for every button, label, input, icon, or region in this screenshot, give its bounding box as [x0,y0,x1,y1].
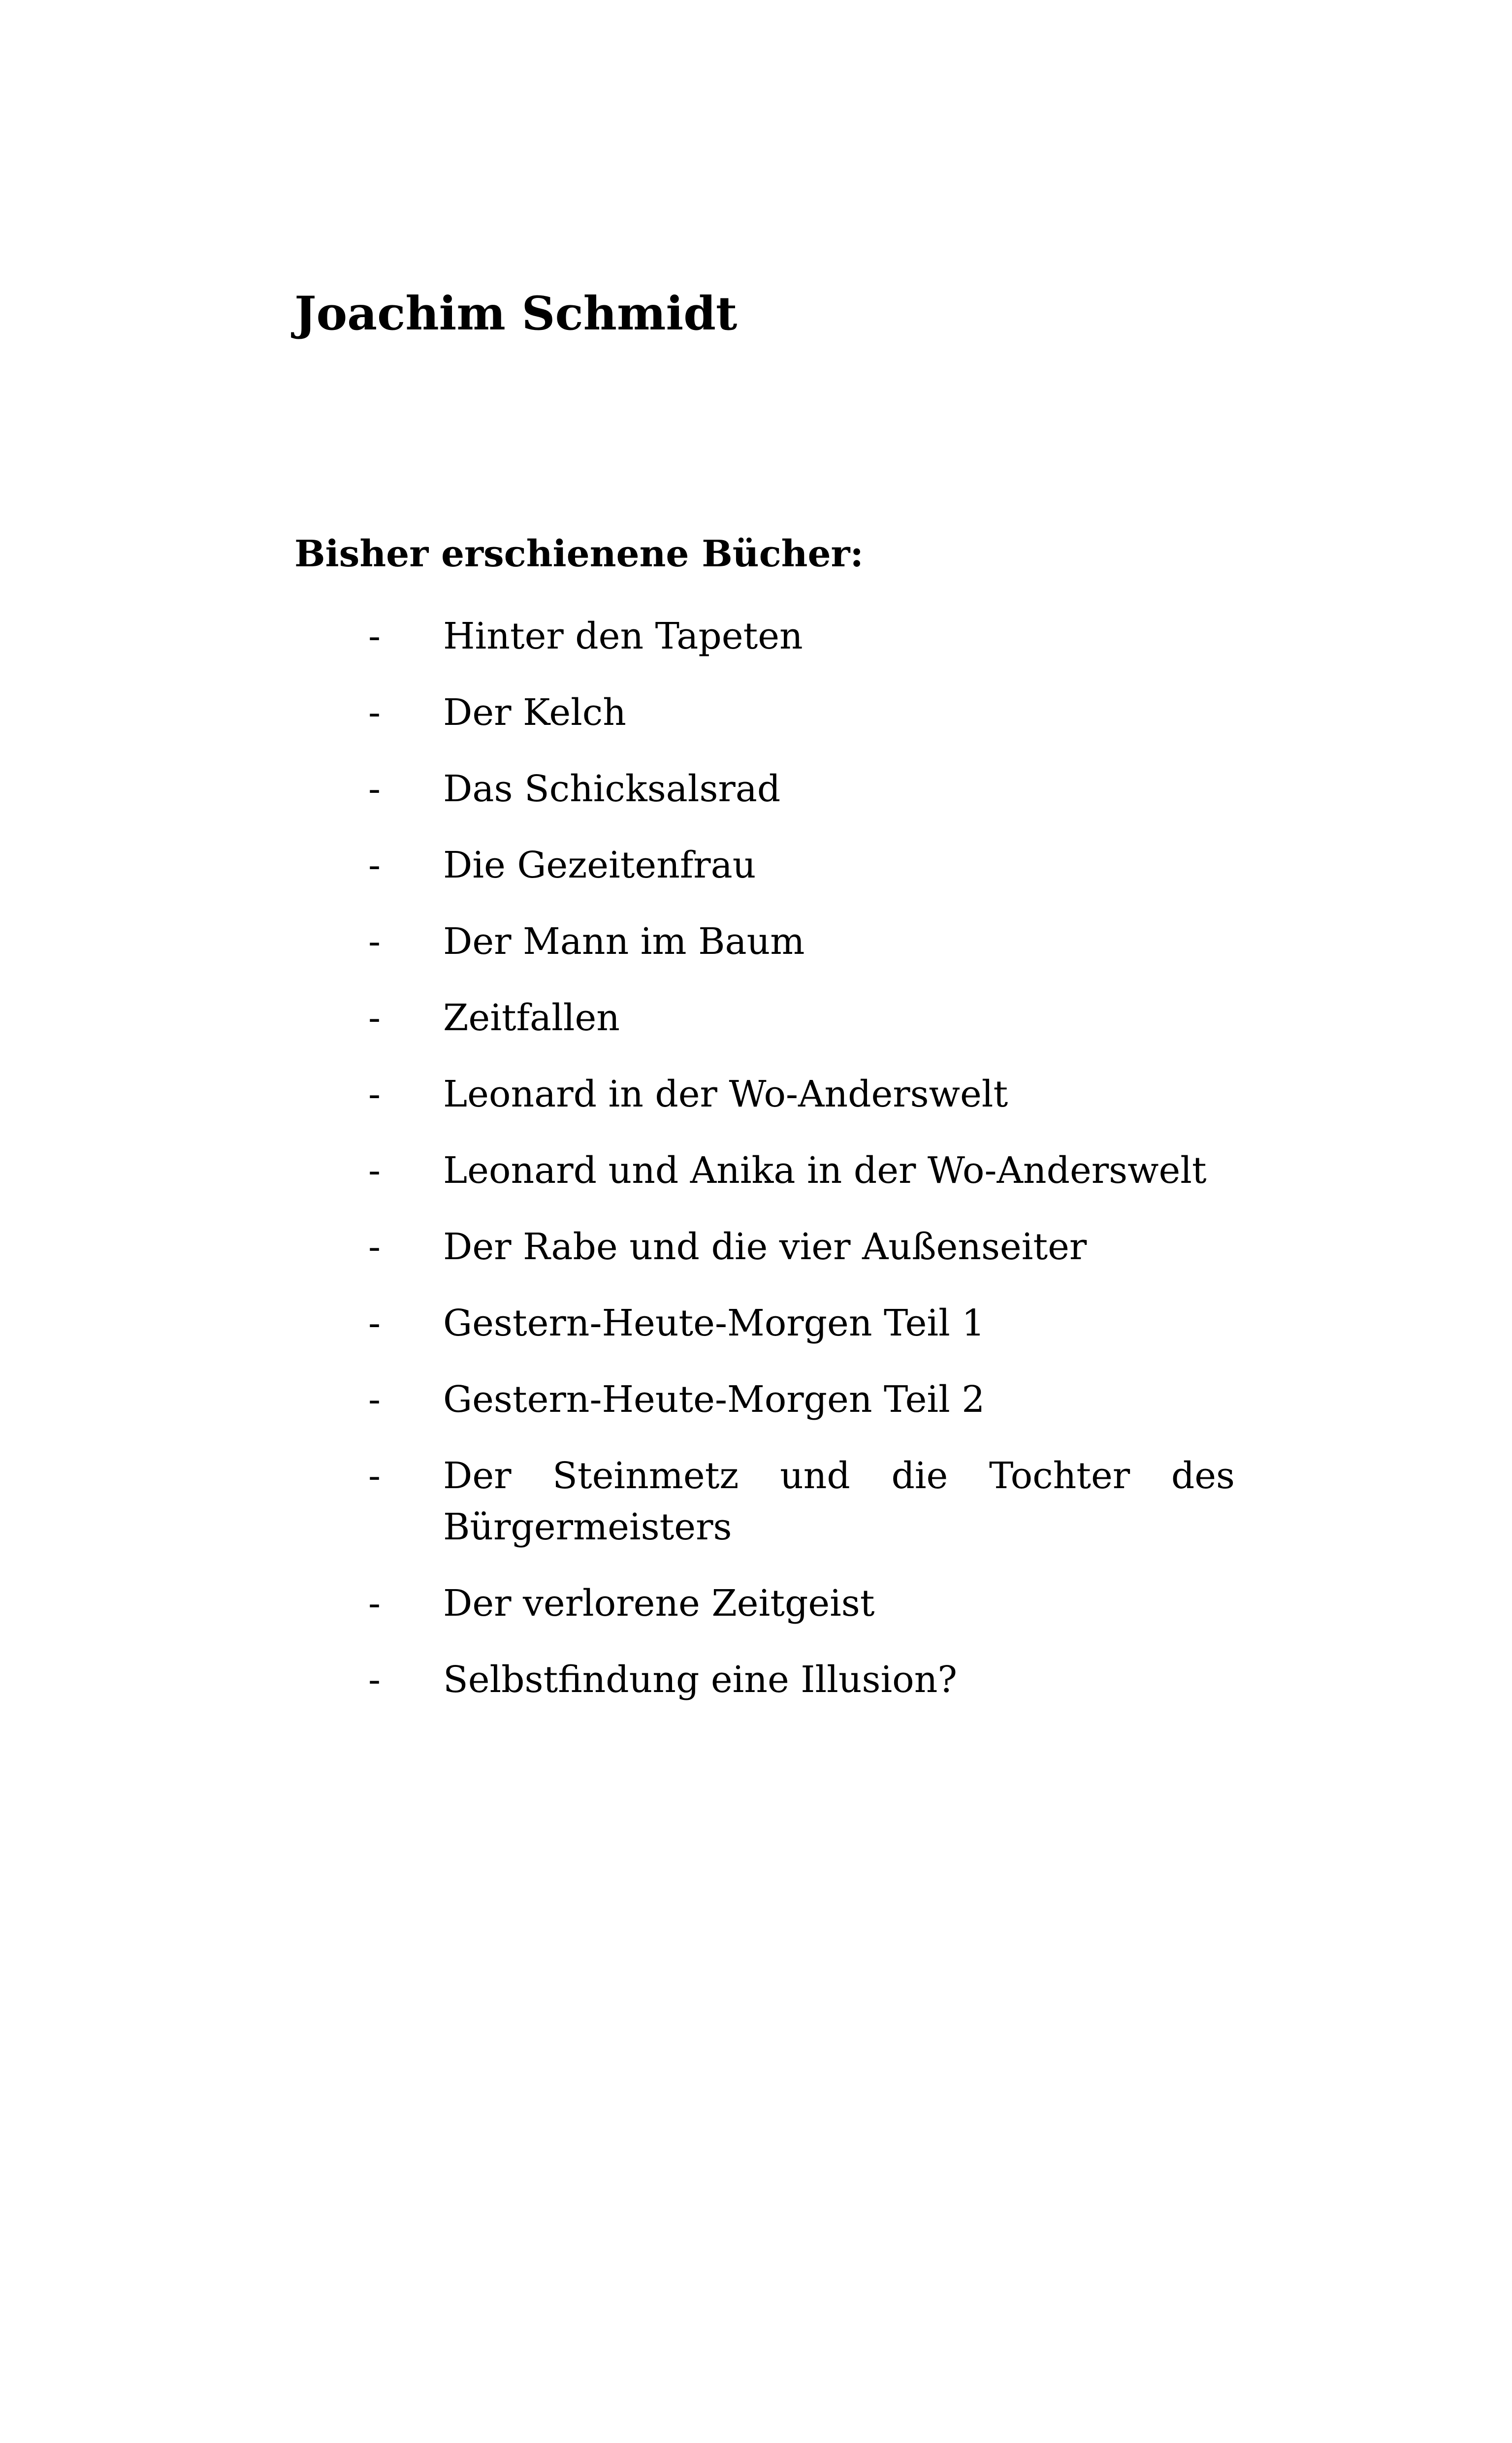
book-title: Der verlorene Zeitgeist [443,1582,875,1625]
book-title: Der Rabe und die vier Außenseiter [443,1226,1087,1268]
book-item [294,687,1235,738]
list-dash: - [368,768,381,810]
list-dash: - [368,1073,381,1115]
book-item [294,1578,1235,1629]
published-books-heading: Bisher erschienene Bücher: [294,533,864,575]
list-dash: - [368,1659,381,1701]
book-item [294,611,1235,662]
book-title: Selbstfindung eine Illusion? [443,1659,958,1701]
list-dash: - [368,1455,381,1497]
book-title: Hinter den Tapeten [443,615,803,657]
list-dash: - [368,1582,381,1625]
list-dash: - [368,1226,381,1268]
book-title: Der Kelch [443,691,626,734]
list-dash: - [368,844,381,886]
book-item [294,1450,1235,1553]
book-title: Zeitfallen [443,997,620,1039]
book-item [294,763,1235,814]
book-item [294,992,1235,1043]
book-list [294,611,1235,1730]
list-dash: - [368,691,381,734]
book-title: Leonard in der Wo-Anderswelt [443,1073,1008,1115]
list-dash: - [368,997,381,1039]
book-title: Gestern-Heute-Morgen Teil 2 [443,1378,985,1421]
book-title: Das Schicksalsrad [443,768,781,810]
list-dash: - [368,615,381,657]
book-item [294,1221,1235,1272]
book-item [294,916,1235,967]
book-title: Leonard und Anika in der Wo-Anderswelt [443,1149,1207,1192]
book-title: Gestern-Heute-Morgen Teil 1 [443,1302,985,1344]
book-item [294,1654,1235,1705]
book-item [294,840,1235,891]
book-title: Die Gezeitenfrau [443,844,756,886]
list-dash: - [368,1302,381,1344]
author-name: Joachim Schmidt [294,287,738,341]
book-item [294,1298,1235,1349]
book-title: Der Steinmetz und die Tochter des Bürgermeisters [443,1455,1235,1548]
list-dash: - [368,1149,381,1192]
book-title: Der Mann im Baum [443,920,805,963]
book-item [294,1145,1235,1196]
book-item [294,1374,1235,1425]
list-dash: - [368,920,381,963]
list-dash: - [368,1378,381,1421]
book-item [294,1069,1235,1120]
